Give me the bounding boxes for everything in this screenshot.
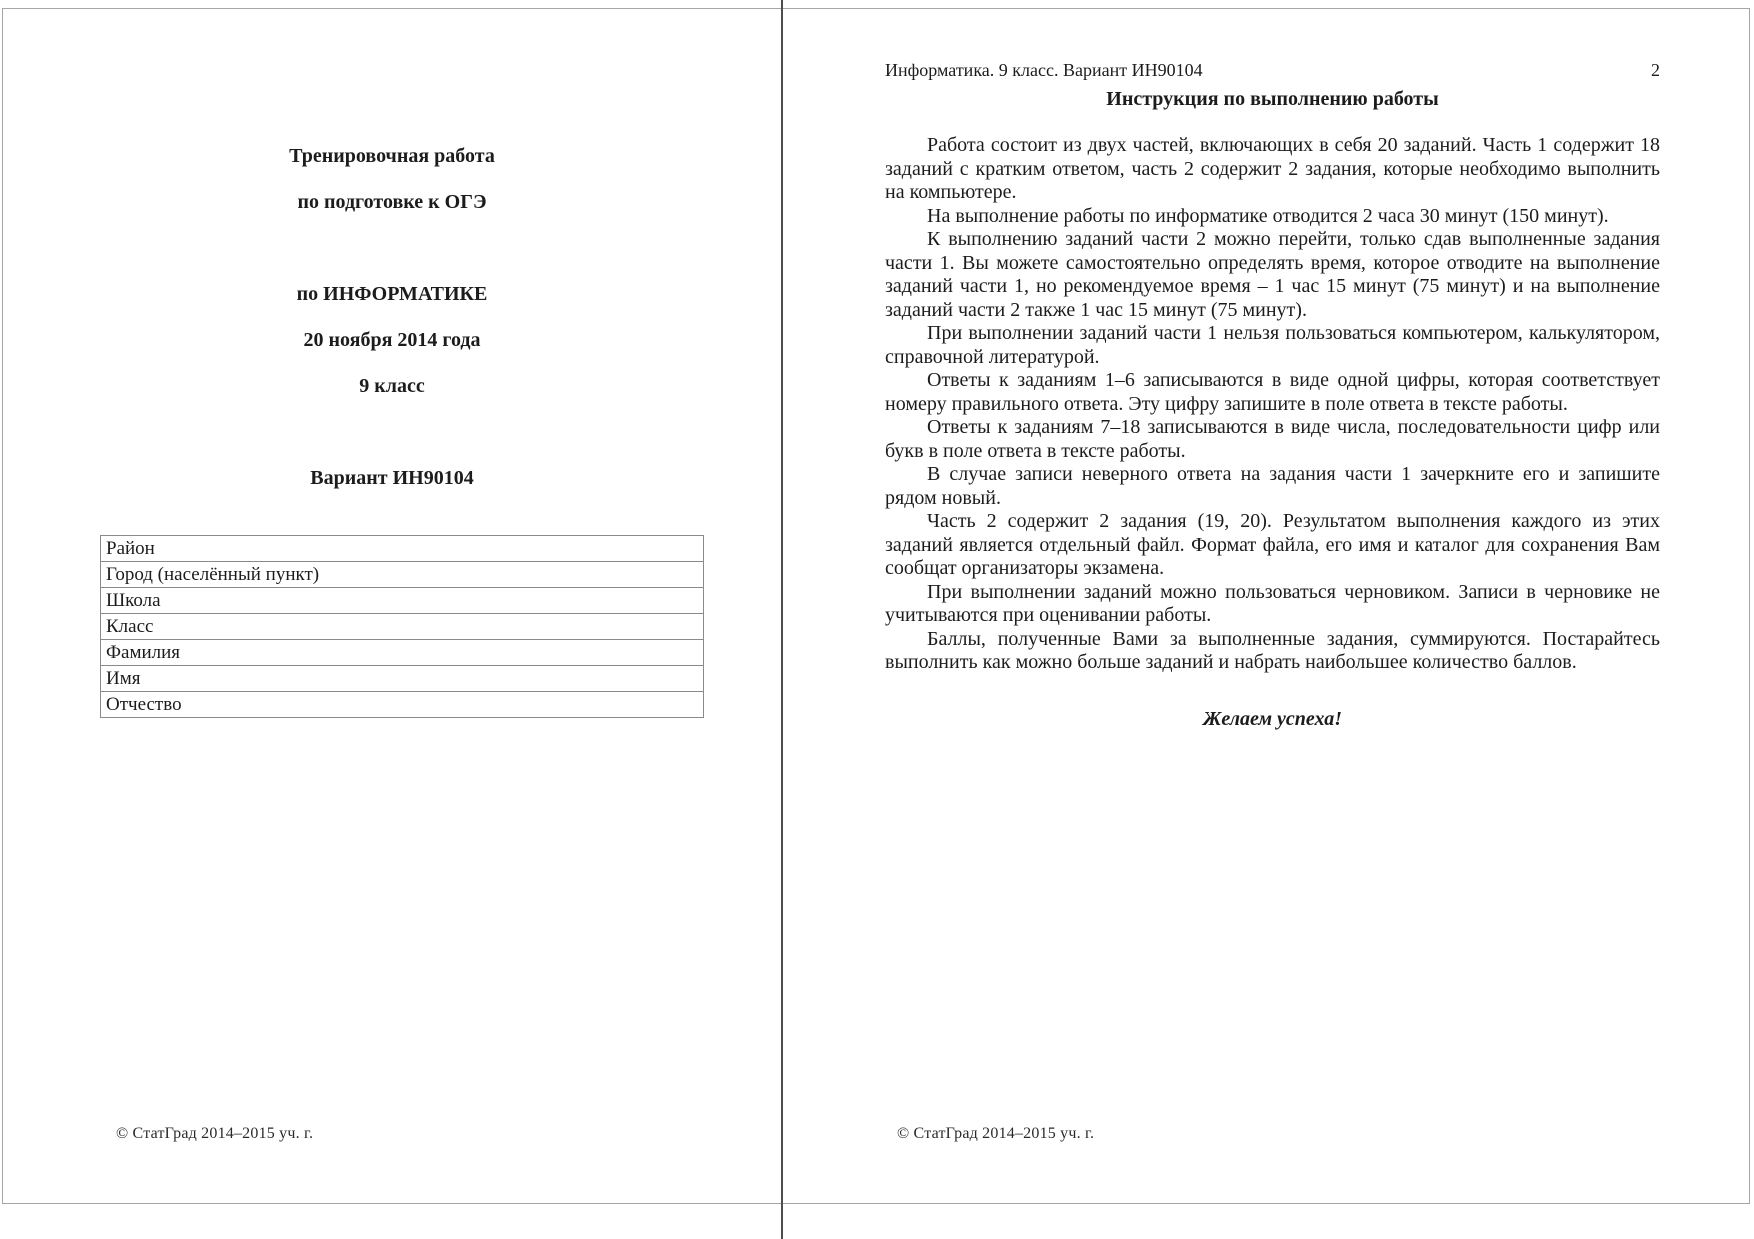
copyright-footer-left: © СтатГрад 2014–2015 уч. г. (116, 1125, 314, 1142)
spacer (3, 421, 781, 444)
instruction-paragraph-3: К выполнению заданий части 2 можно перейти, только сдав выполненные задания части 1. Вы можете самостоятельно определять время, которое отводите на выполнение заданий части 1, но рекомендуемое время – 1 час 15 минут (75 минут) и на выполнение заданий части 2 также 1 час 15 минут (75 минут). (885, 228, 1660, 321)
table-row (101, 562, 704, 588)
field-label-district: Район (101, 536, 704, 562)
table-row (101, 666, 704, 692)
field-label-patronymic: Отчество (101, 692, 704, 718)
field-label-school: Школа (101, 588, 704, 614)
instruction-paragraph-4: При выполнении заданий части 1 нельзя пользоваться компьютером, калькулятором, справочной литературой. (885, 322, 1660, 368)
table-row (101, 614, 704, 640)
instruction-paragraph-9: При выполнении заданий можно пользоваться черновиком. Записи в черновике не учитываются при оценивании работы. (885, 580, 1660, 626)
spacer (3, 237, 781, 260)
page-number: 2 (1651, 60, 1660, 80)
table-row (101, 640, 704, 666)
instruction-paragraph-6: Ответы к заданиям 7–18 записываются в виде числа, последовательности цифр или букв в поле ответа в тексте работы. (885, 416, 1660, 462)
grade-line: 9 класс (359, 375, 425, 397)
student-info-table (100, 535, 704, 718)
instruction-paragraph-5: Ответы к заданиям 1–6 записываются в виде одной цифры, которая соответствует номеру правильного ответа. Эту цифру запишите в поле ответа в тексте работы. (885, 369, 1660, 415)
instruction-paragraph-1: Работа состоит из двух частей, включающих в себя 20 заданий. Часть 1 содержит 18 заданий с кратким ответом, часть 2 содержит 2 задания, которые необходимо выполнить на компьютере. (885, 134, 1660, 203)
instruction-paragraph-2: На выполнение работы по информатике отводится 2 часа 30 минут (150 минут). (927, 204, 1609, 227)
table-row (101, 588, 704, 614)
instruction-paragraph-8: Часть 2 содержит 2 задания (19, 20). Результатом выполнения каждого из этих заданий является отдельный файл. Формат файла, его имя и каталог для сохранения Вам сообщат организаторы экзамена. (885, 510, 1660, 579)
page-2 (783, 9, 1752, 1203)
table-row (101, 692, 704, 718)
date-line: 20 ноября 2014 года (303, 329, 481, 351)
field-label-surname: Фамилия (101, 640, 704, 666)
page-2-content (885, 9, 1660, 731)
instruction-paragraph-7: В случае записи неверного ответа на задания части 1 зачеркните его и запишите рядом новый. (885, 463, 1660, 509)
page-1 (3, 9, 781, 1203)
field-label-city: Город (населённый пункт) (101, 562, 704, 588)
running-header-text: Информатика. 9 класс. Вариант ИН90104 (885, 60, 1203, 80)
copyright-footer-right: © СтатГрад 2014–2015 уч. г. (897, 1125, 1095, 1142)
field-label-name: Имя (101, 666, 704, 692)
instruction-paragraph-10: Баллы, полученные Вами за выполненные задания, суммируются. Постарайтесь выполнить как можно больше заданий и набрать наибольшее количество баллов. (885, 627, 1660, 673)
instructions-heading: Инструкция по выполнению работы (1106, 88, 1439, 110)
variant-line: Вариант ИН90104 (310, 467, 474, 489)
closing-wish: Желаем успеха! (1202, 707, 1343, 730)
table-row (101, 536, 704, 562)
field-label-class: Класс (101, 614, 704, 640)
title-line-2: по подготовке к ОГЭ (297, 191, 487, 213)
title-line-1: Тренировочная работа (289, 145, 495, 167)
subject-line: по ИНФОРМАТИКЕ (296, 283, 488, 305)
running-header (885, 60, 1660, 81)
title-block (3, 122, 781, 513)
